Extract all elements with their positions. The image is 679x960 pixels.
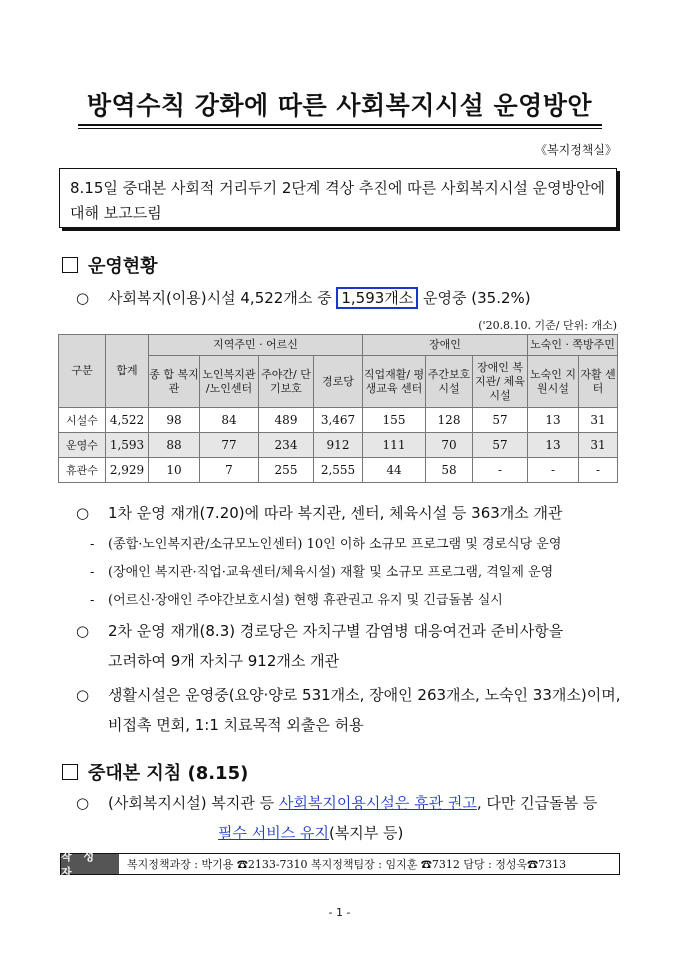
table-note: ('20.8.10. 기준/ 단위: 개소) [478, 319, 617, 332]
subcol-head: 노숙인 지원시설 [528, 356, 579, 408]
subcol-head: 경로당 [314, 356, 363, 408]
table-row [59, 433, 618, 458]
group-head-homeless: 노숙인 · 쪽방주민 [528, 335, 618, 356]
square-bullet-icon [62, 764, 78, 780]
page-number: - 1 - [328, 906, 351, 919]
author-box [60, 850, 620, 879]
table-cell: 58 [426, 458, 473, 483]
table-cell: 2,555 [314, 458, 363, 483]
bullet-text: (사회복지시설) 복지관 등 [108, 794, 279, 812]
subcol-head: 주야간/ 단기보호 [259, 356, 314, 408]
table-cell: 128 [426, 408, 473, 433]
table-cell: 70 [426, 433, 473, 458]
facility-stats-table [58, 334, 618, 483]
table-cell: - [579, 458, 618, 483]
table-cell: - [528, 458, 579, 483]
table-cell: 255 [259, 458, 314, 483]
row-label: 시설수 [59, 408, 106, 433]
table-cell: 912 [314, 433, 363, 458]
table-cell: 234 [259, 433, 314, 458]
table-cell: 57 [473, 408, 528, 433]
subcol-head: 자활 센터 [579, 356, 618, 408]
bullet-text: 생활시설은 운영중(요양·양로 531개소, 장애인 263개소, 노숙인 33개소)이며, [108, 686, 621, 704]
operating-count-highlight: 1,593개소 [336, 287, 418, 309]
title-underline [78, 124, 602, 126]
table-cell: 13 [528, 433, 579, 458]
bullet-residential [76, 682, 620, 709]
bullet-second-reopening [76, 618, 563, 645]
table-cell: 7 [200, 458, 259, 483]
status-text-after: 운영중 (35.2%) [418, 289, 531, 307]
group-head-residents: 지역주민 · 어르신 [149, 335, 363, 356]
circle-bullet-icon: ○ [76, 289, 90, 307]
table-cell: 31 [579, 408, 618, 433]
bullet-first-reopening [76, 500, 563, 527]
table-cell: 57 [473, 433, 528, 458]
table-cell: 111 [363, 433, 426, 458]
bullet-text: , 다만 긴급돌봄 등 [476, 794, 598, 812]
bullet-text: 1차 운영 재개(7.20)에 따라 복지관, 센터, 체육시설 등 363개소 개관 [108, 504, 563, 522]
section-heading-guideline [62, 759, 248, 785]
closure-recommendation: 사회복지이용시설은 휴관 권고 [278, 794, 477, 812]
bullet-residential-cont: 비접촉 면회, 1:1 치료목적 외출은 허용 [108, 716, 364, 734]
subcol-head: 장애인 복지관/ 체육시설 [473, 356, 528, 408]
circle-bullet-icon: ○ [76, 504, 90, 522]
table-row [59, 408, 618, 433]
bullet-guideline-cont [218, 820, 403, 847]
dash-mark: - [90, 537, 95, 552]
table-cell: 489 [259, 408, 314, 433]
dash-text: (종합·노인복지관/소규모노인센터) 10인 이하 소규모 프로그램 및 경로식당 운영 [108, 537, 562, 552]
table-cell: 31 [579, 433, 618, 458]
table-cell: 13 [528, 408, 579, 433]
subcol-head: 종 합 복지관 [149, 356, 200, 408]
bullet-guideline [76, 790, 597, 817]
table-cell: 4,522 [106, 408, 149, 433]
section-heading-label: 운영현황 [88, 256, 158, 277]
table-cell: 3,467 [314, 408, 363, 433]
author-contacts: 복지정책과장 : 박기용 ☎2133-7310 복지정책팀장 : 임지훈 ☎7312 담당 : 정성욱☎7313 [127, 858, 567, 871]
subcol-head: 주간보호 시설 [426, 356, 473, 408]
bullet-text: 2차 운영 재개(8.3) 경로당은 자치구별 감염병 대응여건과 준비사항을 [108, 622, 564, 640]
table-cell: 84 [200, 408, 259, 433]
subcol-head: 직업재활/ 평생교육 센터 [363, 356, 426, 408]
table-cell: 98 [149, 408, 200, 433]
bullet-second-reopening-cont: 고려하여 9개 자치구 912개소 개관 [108, 652, 340, 670]
dash-text: (어르신·장애인 주야간보호시설) 현행 휴관권고 유지 및 긴급돌봄 실시 [108, 593, 503, 608]
bullet-text: (복지부 등) [328, 824, 404, 842]
table-cell: 88 [149, 433, 200, 458]
circle-bullet-icon: ○ [76, 622, 90, 640]
square-bullet-icon [62, 257, 78, 273]
row-label: 휴관수 [59, 458, 106, 483]
group-head-disabled: 장애인 [363, 335, 528, 356]
table-cell: 10 [149, 458, 200, 483]
summary-text: 8.15일 중대본 사회적 거리두기 2단계 격상 추진에 따른 사회복지시설 운영방안에 대해 보고드림 [70, 179, 606, 222]
status-text-before: 사회복지(이용)시설 4,522개소 중 [108, 289, 337, 307]
dash-item [90, 588, 503, 614]
section-heading-label: 중대본 지침 (8.15) [88, 763, 249, 784]
table-cell: 44 [363, 458, 426, 483]
table-row [59, 458, 618, 483]
circle-bullet-icon: ○ [76, 686, 90, 704]
table-cell: 155 [363, 408, 426, 433]
subcol-head: 노인복지관 /노인센터 [200, 356, 259, 408]
status-line [76, 285, 531, 312]
row-label: 운영수 [59, 433, 106, 458]
circle-bullet-icon: ○ [76, 794, 90, 812]
section-heading-status [62, 252, 158, 278]
dash-mark: - [90, 593, 95, 608]
table-cell: - [473, 458, 528, 483]
summary-box [59, 168, 617, 228]
table-cell: 2,929 [106, 458, 149, 483]
dash-mark: - [90, 565, 95, 580]
dash-item [90, 532, 561, 558]
essential-service-note: 필수 서비스 유지 [218, 824, 329, 842]
page-title: 방역수칙 강화에 따른 사회복지시설 운영방안 [86, 91, 593, 120]
dash-text: (장애인 복지관·직업·교육센터/체육시설) 재활 및 소규모 프로그램, 격일제 운영 [108, 565, 554, 580]
col-head-total: 합계 [106, 335, 149, 408]
table-cell: 1,593 [106, 433, 149, 458]
col-head-category: 구분 [59, 335, 106, 408]
author-label: 작 성 자 [61, 854, 119, 874]
dash-item [90, 560, 553, 586]
title-underline-thin [78, 128, 602, 129]
table-cell: 77 [200, 433, 259, 458]
department-label: 《복지정책실》 [535, 143, 617, 157]
